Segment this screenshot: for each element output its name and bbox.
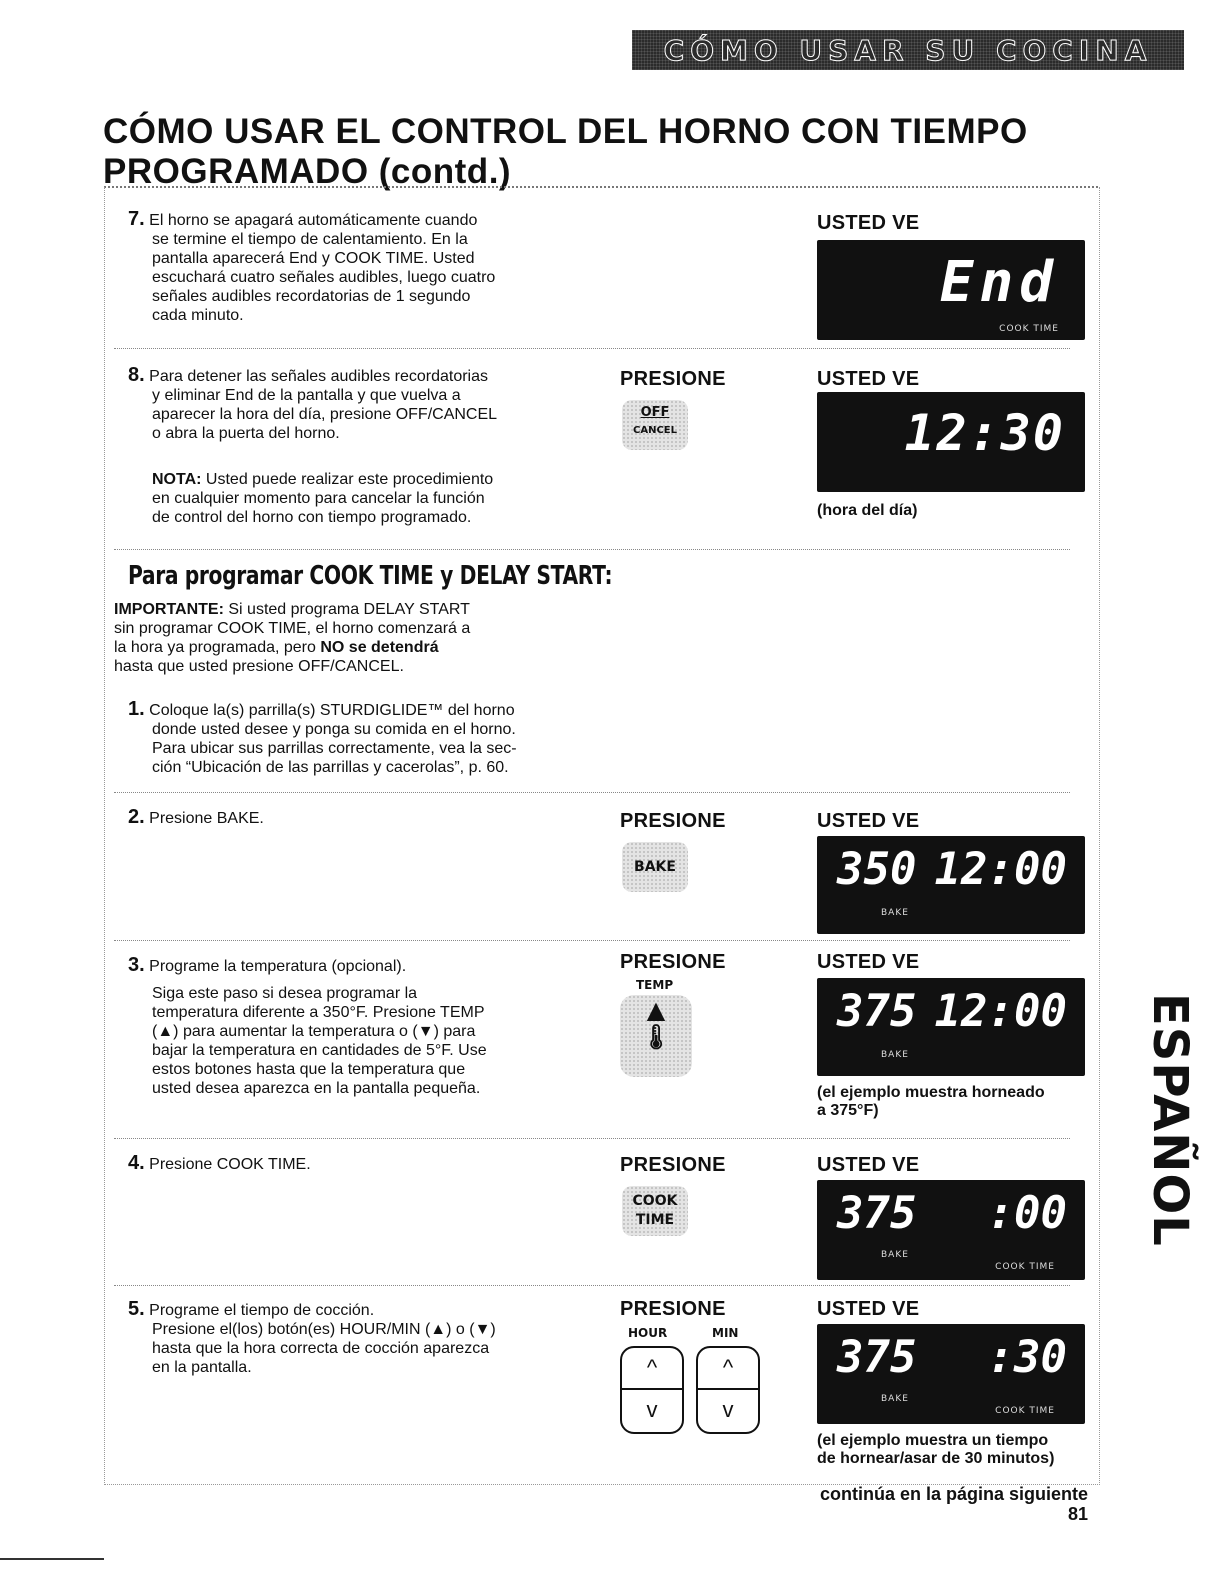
divider — [114, 940, 1070, 941]
important-text: la hora ya programada, pero — [114, 639, 321, 656]
step-1 — [128, 700, 598, 777]
step-text: o abra la puerta del horno. — [152, 425, 340, 442]
display-temp: 375 — [837, 1188, 917, 1239]
display-indicator: BAKE — [881, 1250, 909, 1260]
important-label: IMPORTANTE: — [114, 601, 224, 618]
display-caption — [817, 1084, 1045, 1120]
display-temp: 375 — [837, 1332, 917, 1383]
temp-button[interactable] — [620, 995, 692, 1077]
important-text: Si usted programa DELAY START — [223, 601, 470, 618]
hour-label: HOUR — [628, 1326, 668, 1340]
step-text: señales audibles recordatorias de 1 segundo — [152, 288, 471, 305]
button-label: BAKE — [634, 859, 676, 875]
step-number: 3. — [128, 954, 145, 976]
step-3-detail — [152, 984, 622, 1098]
bottom-rule — [0, 1558, 104, 1560]
step-7 — [128, 210, 598, 325]
important-note — [114, 600, 594, 676]
oven-display — [817, 1324, 1085, 1424]
display-caption — [817, 1432, 1054, 1468]
display-indicator: COOK TIME — [995, 1406, 1055, 1416]
divider — [114, 1285, 1070, 1286]
note-text: en cualquier momento para cancelar la función — [152, 490, 485, 507]
caption-line: de hornear/asar de 30 minutos) — [817, 1450, 1055, 1467]
usted-ve-label: USTED VE — [817, 212, 920, 234]
display-indicator: BAKE — [881, 1394, 909, 1404]
button-label: TIME — [635, 1212, 675, 1228]
display-temp: 350 — [837, 844, 917, 895]
display-time: :00 — [987, 1188, 1067, 1239]
step-number: 8. — [128, 364, 145, 386]
thermometer-icon: 🌡 — [640, 1023, 672, 1051]
note-label: NOTA: — [152, 471, 202, 488]
usted-ve-label: USTED VE — [817, 1298, 920, 1320]
display-temp: 375 — [837, 986, 917, 1037]
step-text: Presione el(los) botón(es) HOUR/MIN (▲) o (▼) — [152, 1321, 496, 1338]
divider — [114, 792, 1070, 793]
step-2 — [128, 808, 598, 828]
display-indicator: COOK TIME — [995, 1262, 1055, 1272]
page-title — [103, 112, 1028, 192]
step-text: estos botones hasta que la temperatura que — [152, 1061, 466, 1078]
step-4 — [128, 1154, 598, 1174]
arrow-up-icon[interactable]: ^ — [622, 1348, 682, 1390]
step-text: Para detener las señales audibles recordatorias — [149, 368, 489, 385]
step-text: Presione COOK TIME. — [149, 1156, 311, 1173]
divider — [114, 348, 1070, 349]
divider — [114, 549, 1070, 550]
step-number: 1. — [128, 698, 145, 720]
step-text: Coloque la(s) parrilla(s) STURDIGLIDE™ del horno — [149, 702, 515, 719]
oven-display — [817, 836, 1085, 934]
presione-label: PRESIONE — [620, 951, 726, 973]
caption-line: (el ejemplo muestra horneado — [817, 1084, 1045, 1101]
step-text: en la pantalla. — [152, 1359, 252, 1376]
off-cancel-button[interactable] — [622, 400, 688, 450]
presione-label: PRESIONE — [620, 368, 726, 390]
language-side-tab — [1142, 985, 1198, 1505]
temp-button-label: TEMP — [636, 978, 674, 992]
step-text: hasta que la hora correcta de cocción aparezca — [152, 1340, 490, 1357]
display-indicator: BAKE — [881, 1050, 909, 1060]
usted-ve-label: USTED VE — [817, 368, 920, 390]
step-text: Programe la temperatura (opcional). — [149, 958, 407, 975]
step-8-note — [152, 470, 622, 527]
step-text: (▲) para aumentar la temperatura o (▼) para — [152, 1023, 476, 1040]
presione-label: PRESIONE — [620, 810, 726, 832]
step-5 — [128, 1300, 598, 1377]
arrow-down-icon[interactable]: v — [646, 1397, 658, 1422]
step-text: Presione BAKE. — [149, 810, 264, 827]
step-number: 2. — [128, 806, 145, 828]
step-text: Programe el tiempo de cocción. — [149, 1302, 375, 1319]
step-text: y eliminar End de la pantalla y que vuelva a — [152, 387, 461, 404]
step-text: usted desea aparezca en la pantalla pequeña. — [152, 1080, 481, 1097]
display-indicator: COOK TIME — [999, 324, 1059, 334]
step-text: aparecer la hora del día, presione OFF/CANCEL — [152, 406, 498, 423]
display-time: 12:00 — [934, 986, 1067, 1037]
side-tab-text: ESPAÑOL — [1142, 993, 1198, 1247]
page-footer — [800, 1484, 1088, 1524]
display-main: 12:30 — [904, 404, 1065, 462]
display-main: End — [939, 250, 1059, 315]
step-text: escuchará cuatro señales audibles, luego cuatro — [152, 269, 496, 286]
caption-line: a 375°F) — [817, 1102, 879, 1119]
caption-line: (el ejemplo muestra un tiempo — [817, 1432, 1049, 1449]
cook-time-button[interactable] — [622, 1186, 688, 1236]
step-text: Para ubicar sus parrillas correctamente, vea la sec- — [152, 740, 517, 757]
title-line-2: PROGRAMADO (contd.) — [103, 152, 512, 191]
min-label: MIN — [712, 1326, 739, 1340]
button-label: COOK — [632, 1193, 678, 1209]
presione-label: PRESIONE — [620, 1298, 726, 1320]
step-text: El horno se apagará automáticamente cuando — [149, 212, 478, 229]
oven-display — [817, 240, 1085, 340]
section-title: Para programar COOK TIME y DELAY START: — [128, 561, 613, 591]
step-text: se termine el tiempo de calentamiento. En la — [152, 231, 468, 248]
oven-display — [817, 1180, 1085, 1280]
display-caption: (hora del día) — [817, 502, 918, 519]
important-bold: NO se detendrá — [320, 639, 439, 656]
arrow-down-icon[interactable]: v — [722, 1397, 734, 1422]
important-text: hasta que usted presione OFF/CANCEL. — [114, 658, 404, 675]
hour-button[interactable] — [620, 1346, 684, 1434]
important-text: sin programar COOK TIME, el horno comenzará a — [114, 620, 471, 637]
step-text: pantalla aparecerá End y COOK TIME. Usted — [152, 250, 475, 267]
note-text: Usted puede realizar este procedimiento — [201, 471, 494, 488]
section-banner — [632, 30, 1184, 70]
step-number: 4. — [128, 1152, 145, 1174]
display-indicator: BAKE — [881, 908, 909, 918]
step-number: 7. — [128, 208, 145, 230]
continue-note: continúa en la página siguiente — [819, 1484, 1088, 1504]
arrow-up-icon[interactable]: ^ — [698, 1348, 758, 1390]
step-3 — [128, 956, 598, 976]
usted-ve-label: USTED VE — [817, 810, 920, 832]
divider — [114, 1138, 1070, 1139]
step-text: bajar la temperatura en cantidades de 5°F. Use — [152, 1042, 487, 1059]
display-time: :30 — [987, 1332, 1067, 1383]
page-number: 81 — [1067, 1504, 1088, 1524]
step-number: 5. — [128, 1298, 145, 1320]
step-text: Siga este paso si desea programar la — [152, 985, 418, 1002]
display-time: 12:00 — [934, 844, 1067, 895]
button-label: OFF — [640, 405, 670, 420]
bake-button[interactable] — [622, 842, 688, 892]
step-8 — [128, 366, 598, 443]
presione-label: PRESIONE — [620, 1154, 726, 1176]
oven-display — [817, 392, 1085, 492]
note-text: de control del horno con tiempo programado. — [152, 509, 472, 526]
step-text: temperatura diferente a 350°F. Presione TEMP — [152, 1004, 485, 1021]
min-button[interactable] — [696, 1346, 760, 1434]
title-line-1: CÓMO USAR EL CONTROL DEL HORNO CON TIEMPO — [103, 112, 1028, 151]
step-text: donde usted desee y ponga su comida en el horno. — [152, 721, 516, 738]
banner-text: CÓMO USAR SU COCINA — [663, 33, 1153, 67]
step-text: ción “Ubicación de las parrillas y cacerolas”, p. 60. — [152, 759, 509, 776]
usted-ve-label: USTED VE — [817, 1154, 920, 1176]
step-text: cada minuto. — [152, 307, 244, 324]
button-label: CANCEL — [633, 425, 677, 436]
usted-ve-label: USTED VE — [817, 951, 920, 973]
arrow-up-icon[interactable]: ▲ — [646, 996, 666, 1024]
oven-display — [817, 978, 1085, 1076]
